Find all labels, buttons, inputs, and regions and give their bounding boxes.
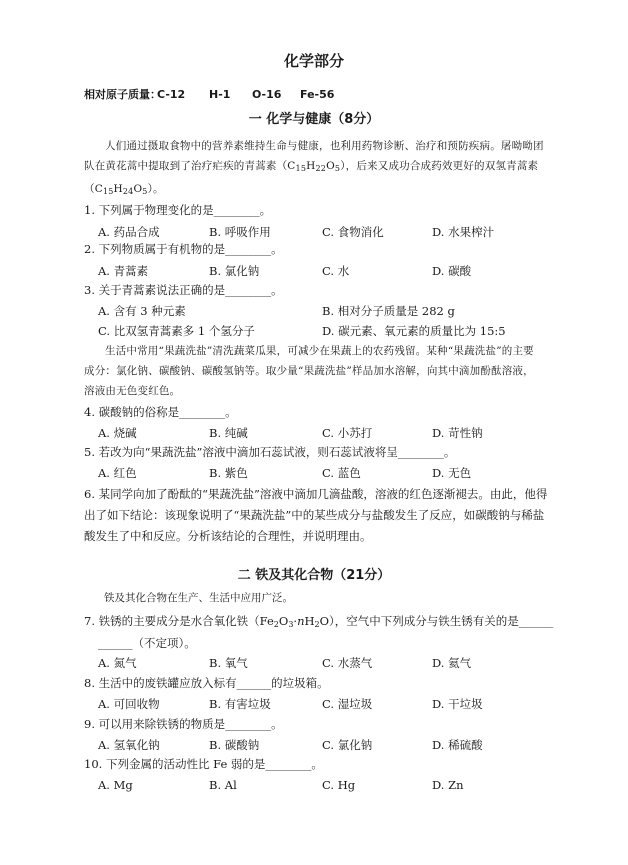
question-3-stem: 3. 关于青蒿素说法正确的是________。 [84,283,283,297]
atomic-mass-o: O-16 [252,88,282,101]
question-1-stem: 1. 下列属于物理变化的是________。 [84,203,272,217]
q5-option-c[interactable]: C. 蓝色 [322,466,361,480]
q9-option-d[interactable]: D. 稀硫酸 [432,738,483,752]
q8-option-c[interactable]: C. 湿垃圾 [322,697,373,711]
q9-option-b[interactable]: B. 碳酸钠 [209,738,260,752]
q2-option-a[interactable]: A. 青蒿素 [98,264,149,278]
q2-option-d[interactable]: D. 碳酸 [432,264,472,278]
atomic-mass-c: C-12 [157,88,186,101]
q5-option-b[interactable]: B. 紫色 [209,466,248,480]
question-8-stem: 8. 生活中的废铁罐应放入标有______的垃圾箱。 [84,676,329,690]
passage-intro: 人们通过摄取食物中的营养素维持生命与健康，也利用药物诊断、治疗和预防疾病。屠呦呦团队在黄花蒿中提取到了治疗疟疾的青蒿素$(C_{15}H_{22}O_5)$，后来又成功合成药效更好的双氢青蒿素$(C_{15}H_{24}O_5)$。 [84,140,544,196]
question-5-stem: 5. 若改为向“果蔬洗盐”溶液中滴加石蕊试液，则石蕊试液将呈________。 [84,445,456,459]
atomic-mass-h: H-1 [209,88,231,101]
question-4-stem: 4. 碳酸钠的俗称是________。 [84,405,237,419]
q1-option-d[interactable]: D. 水果榨汁 [432,225,495,239]
q4-option-c[interactable]: C. 小苏打 [322,426,373,440]
q4-option-d[interactable]: D. 苛性钠 [432,426,483,440]
question-2-stem: 2. 下列物质属于有机物的是________。 [84,242,283,256]
q7-option-c[interactable]: C. 水蒸气 [322,656,373,670]
q8-option-d[interactable]: D. 干垃圾 [432,697,483,711]
atomic-mass-label: 相对原子质量： [84,88,161,101]
q10-option-c[interactable]: C. Hg [322,778,356,792]
q8-option-b[interactable]: B. 有害垃圾 [209,697,271,711]
q3-option-b[interactable]: B. 相对分子质量是 282 g [322,304,455,318]
atomic-mass-fe: Fe-56 [300,88,335,101]
q3-option-c[interactable]: C. 比双氢青蒿素多 1 个氢分子 [98,324,255,338]
section1-heading: 一 化学与健康（8分） [248,112,380,127]
q3-option-a[interactable]: A. 含有 3 种元素 [98,304,186,318]
q10-option-b[interactable]: B. Al [209,778,237,792]
q7-option-a[interactable]: A. 氮气 [98,656,137,670]
q10-option-d[interactable]: D. Zn [432,778,464,792]
question-9-stem: 9. 可以用来除铁锈的物质是________。 [84,717,283,731]
q5-option-d[interactable]: D. 无色 [432,466,472,480]
q2-option-c[interactable]: C. 水 [322,264,350,278]
q1-option-a[interactable]: A. 药品合成 [98,225,160,239]
question-7-stem-line2: ______（不定项）。 [98,636,196,650]
q9-option-c[interactable]: C. 氯化钠 [322,738,373,752]
q4-option-a[interactable]: A. 烧碱 [98,426,137,440]
question-7-stem: 7. 铁锈的主要成分是水合氧化铁$(Fe_2O_3\cdot nH_2O)$，空气中下列成分与铁生锈有关的是______ [84,614,554,629]
q10-option-a[interactable]: A. Mg [98,778,133,792]
q7-option-b[interactable]: B. 氧气 [209,656,248,670]
q2-option-b[interactable]: B. 氯化钠 [209,264,260,278]
q4-option-b[interactable]: B. 纯碱 [209,426,248,440]
q5-option-a[interactable]: A. 红色 [98,466,137,480]
passage-fruit-wash: 生活中常用“果蔬洗盐”清洗蔬菜瓜果，可减少在果蔬上的农药残留。某种“果蔬洗盐”的主要成分：氯化钠、碳酸钠、碳酸氢钠等。取少量“果蔬洗盐”样品加水溶解，向其中滴加酚酞溶液，溶液由无色变红色。 [84,345,534,397]
question-6-stem: 6. 某同学向加了酚酞的“果蔬洗盐”溶液中滴加几滴盐酸，溶液的红色逐渐褪去。由此，他得出了如下结论：该现象说明了“果蔬洗盐”中的某些成分与盐酸发生了反应，如碳酸钠与稀盐酸发生了中和反应。分析该结论的合理性，并说明理由。 [84,487,548,543]
section2-heading: 二 铁及其化合物（21分） [237,568,391,583]
q1-option-b[interactable]: B. 呼吸作用 [209,225,271,239]
q3-option-d[interactable]: D. 碳元素、氧元素的质量比为 15:5 [322,324,506,338]
q9-option-a[interactable]: A. 氢氧化钠 [98,738,160,752]
q1-option-c[interactable]: C. 食物消化 [322,225,384,239]
question-10-stem: 10. 下列金属的活动性比 Fe 弱的是________。 [84,757,323,771]
page-title: 化学部分 [283,52,344,70]
q8-option-a[interactable]: A. 可回收物 [98,697,160,711]
q7-option-d[interactable]: D. 氦气 [432,656,472,670]
section2-intro: 铁及其化合物在生产、生活中应用广泛。 [104,592,293,604]
